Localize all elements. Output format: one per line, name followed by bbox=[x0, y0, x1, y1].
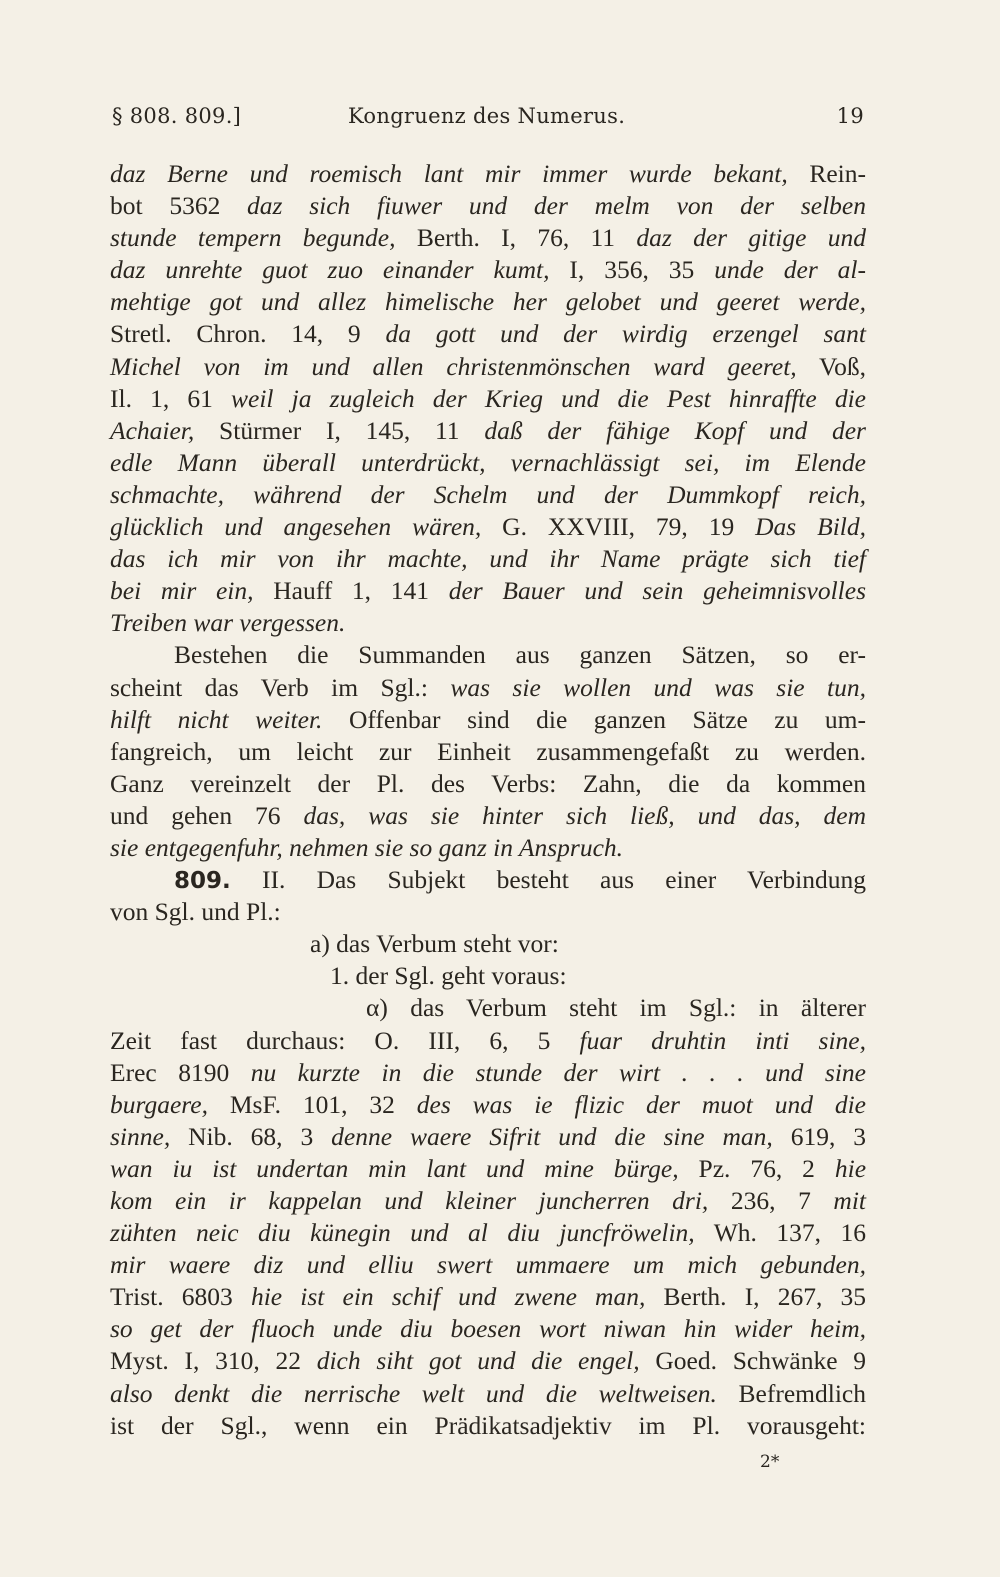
text-line bbox=[110, 158, 866, 190]
body-text bbox=[110, 158, 866, 1442]
italic-citation: was sie wollen und was sie tun, bbox=[450, 672, 866, 702]
italic-citation: Treiben war vergessen. bbox=[110, 608, 346, 638]
text-line bbox=[110, 318, 866, 350]
text-line bbox=[110, 254, 866, 286]
italic-citation: zühten neic diu künegin und al diu juncfröwelin, bbox=[110, 1218, 695, 1248]
text-span: Bestehen die Summanden aus ganzen Sätzen, so er- bbox=[174, 640, 866, 670]
text-span: Ganz vereinzelt der Pl. des Verbs: Zahn, die da kommen bbox=[110, 768, 866, 798]
italic-citation: hie bbox=[834, 1153, 867, 1183]
italic-citation: nu kurzte in die stunde der wirt . . . und sine bbox=[250, 1057, 866, 1087]
italic-citation: stunde tempern begunde, bbox=[110, 223, 396, 253]
text-line bbox=[110, 607, 866, 639]
text-line bbox=[110, 768, 866, 800]
text-line bbox=[110, 415, 866, 447]
text-line bbox=[110, 1217, 866, 1249]
section-reference: § 808. 809.] bbox=[112, 104, 242, 128]
text-span: 236, 7 bbox=[708, 1186, 834, 1215]
text-span: Pz. 76, 2 bbox=[678, 1153, 835, 1183]
text-span: MsF. 101, 32 bbox=[207, 1089, 417, 1119]
text-line bbox=[110, 383, 866, 415]
italic-citation: edle Mann überall unterdrückt, vernachlässigt sei, im Elende bbox=[110, 447, 866, 477]
text-span: G. XXVIII, 79, 19 bbox=[481, 512, 756, 542]
italic-citation: bei mir ein, bbox=[110, 576, 254, 606]
italic-citation: Michel von im und allen christenmönschen ward geeret, bbox=[110, 351, 797, 381]
text-span: von Sgl. und Pl.: bbox=[110, 897, 281, 927]
text-span: Trist. 6803 bbox=[110, 1282, 251, 1312]
text-line bbox=[110, 1281, 866, 1313]
text-line bbox=[110, 992, 866, 1024]
italic-citation: mir waere diz und elliu swert ummaere um mich gebunden, bbox=[110, 1250, 866, 1280]
text-span: 1. der Sgl. geht voraus: bbox=[330, 961, 567, 991]
text-span: Il. 1, 61 bbox=[110, 383, 232, 413]
text-span: ist der Sgl., wenn ein Prädikatsadjektiv im Pl. vorausgeht: bbox=[110, 1410, 866, 1440]
text-line bbox=[110, 896, 866, 928]
signature-mark: 2* bbox=[760, 1452, 780, 1472]
text-line bbox=[110, 928, 866, 960]
text-line bbox=[110, 736, 866, 768]
text-span: scheint das Verb im Sgl.: bbox=[110, 672, 451, 702]
italic-citation: glücklich und angesehen wären, bbox=[110, 512, 482, 542]
text-span: Befremdlich bbox=[716, 1378, 866, 1408]
text-line bbox=[110, 479, 866, 511]
italic-citation: daz unrehte guot zuo einander kumt, bbox=[110, 255, 550, 285]
italic-citation: hilft nicht weiter. bbox=[110, 704, 323, 734]
text-line bbox=[110, 1089, 866, 1121]
italic-citation: das ich mir von ihr machte, und ihr Name prägte sich tief bbox=[110, 544, 866, 574]
text-line bbox=[110, 864, 866, 896]
text-line bbox=[110, 672, 866, 704]
italic-citation: daz der gitige und bbox=[636, 223, 867, 253]
text-span: Wh. 137, 16 bbox=[694, 1218, 866, 1248]
text-line bbox=[110, 960, 866, 992]
italic-citation: weil ja zugleich der Krieg und die Pest hinraffte die bbox=[231, 383, 866, 413]
italic-citation: daz Berne und roemisch lant mir immer wurde bekant, bbox=[110, 159, 788, 188]
italic-citation: sinne, bbox=[110, 1121, 171, 1151]
text-span: II. Das Subjekt besteht aus einer Verbindung bbox=[230, 865, 866, 895]
text-span: Berth. I, 267, 35 bbox=[645, 1282, 866, 1312]
text-line bbox=[110, 639, 866, 671]
italic-citation: der Bauer und sein geheimnisvolles bbox=[448, 576, 867, 606]
text-span: I, 356, 35 bbox=[549, 255, 715, 285]
text-line bbox=[110, 447, 866, 479]
text-span: Nib. 68, 3 bbox=[170, 1121, 332, 1151]
text-span: Zeit fast durchaus: O. III, 6, 5 bbox=[110, 1025, 580, 1055]
text-line bbox=[110, 286, 866, 318]
text-line bbox=[110, 1153, 866, 1185]
text-span: Offenbar sind die ganzen Sätze zu um- bbox=[322, 704, 866, 734]
text-line bbox=[110, 1345, 866, 1377]
text-line bbox=[110, 190, 866, 222]
text-line bbox=[110, 543, 866, 575]
italic-citation: mehtige got und allez himelische her gelobet und geeret werde, bbox=[110, 287, 866, 317]
page-number: 19 bbox=[836, 104, 864, 128]
text-span: α) das Verbum steht im Sgl.: in älterer bbox=[366, 993, 866, 1023]
text-line bbox=[110, 511, 866, 543]
text-span: Goed. Schwänke 9 bbox=[639, 1346, 866, 1376]
italic-citation: dich siht got und die engel, bbox=[316, 1346, 640, 1376]
italic-citation: hie ist ein schif und zwene man, bbox=[250, 1282, 646, 1312]
paragraph-number: 809. bbox=[174, 868, 231, 895]
text-line bbox=[110, 222, 866, 254]
italic-citation: so get der fluoch unde diu boesen wort niwan hin wider heim, bbox=[110, 1314, 866, 1344]
italic-citation: das, was sie hinter sich ließ, und das, dem bbox=[303, 800, 866, 830]
text-span: Stretl. Chron. 14, 9 bbox=[110, 319, 386, 349]
text-span: Hauff 1, 141 bbox=[253, 576, 449, 606]
text-span: bot 5362 bbox=[110, 191, 248, 221]
italic-citation: burgaere, bbox=[110, 1089, 208, 1119]
text-span: a) das Verbum steht vor: bbox=[310, 929, 559, 959]
italic-citation: mit bbox=[833, 1186, 866, 1215]
text-line bbox=[110, 832, 866, 864]
text-span: Berth. I, 76, 11 bbox=[395, 223, 637, 253]
running-header bbox=[112, 104, 864, 134]
italic-citation: schmachte, während der Schelm und der Dummkopf reich, bbox=[110, 479, 866, 509]
italic-citation: Achaier, bbox=[110, 415, 195, 445]
text-line bbox=[110, 1378, 866, 1410]
text-line bbox=[110, 800, 866, 832]
text-line bbox=[110, 1313, 866, 1345]
text-line bbox=[110, 575, 866, 607]
text-line bbox=[110, 1185, 866, 1217]
italic-citation: denne waere Sifrit und die sine man, bbox=[331, 1121, 773, 1151]
italic-citation: da gott und der wirdig erzengel sant bbox=[385, 319, 866, 349]
text-line bbox=[110, 1057, 866, 1089]
italic-citation: kom ein ir kappelan und kleiner juncherren dri, bbox=[110, 1186, 709, 1215]
text-span: und gehen 76 bbox=[110, 800, 304, 830]
italic-citation: wan iu ist undertan min lant und mine bürge, bbox=[110, 1153, 679, 1183]
page-title: Kongruenz des Numerus. bbox=[348, 104, 626, 128]
italic-citation: unde der al- bbox=[714, 255, 867, 285]
text-span: Myst. I, 310, 22 bbox=[110, 1346, 317, 1376]
text-line bbox=[110, 351, 866, 383]
text-line bbox=[110, 704, 866, 736]
text-span: Rein- bbox=[787, 159, 867, 188]
text-span: Voß, bbox=[796, 351, 867, 381]
italic-citation: sie entgegenfuhr, nehmen sie so ganz in Anspruch. bbox=[110, 832, 624, 862]
italic-citation: also denkt die nerrische welt und die weltweisen. bbox=[110, 1378, 717, 1408]
italic-citation: daß der fähige Kopf und der bbox=[484, 415, 866, 445]
text-line bbox=[110, 1025, 866, 1057]
italic-citation: daz sich fiuwer und der melm von der selben bbox=[247, 191, 866, 221]
text-span: Erec 8190 bbox=[110, 1057, 251, 1087]
italic-citation: fuar druhtin inti sine, bbox=[579, 1025, 866, 1055]
text-line bbox=[110, 1410, 866, 1442]
italic-citation: des was ie flizic der muot und die bbox=[416, 1089, 866, 1119]
text-line bbox=[110, 1249, 866, 1281]
text-line bbox=[110, 1121, 866, 1153]
text-span: fangreich, um leicht zur Einheit zusammengefaßt zu werden. bbox=[110, 736, 866, 766]
italic-citation: Das Bild, bbox=[755, 512, 867, 542]
text-span: Stürmer I, 145, 11 bbox=[194, 415, 485, 445]
text-span: 619, 3 bbox=[772, 1121, 867, 1151]
